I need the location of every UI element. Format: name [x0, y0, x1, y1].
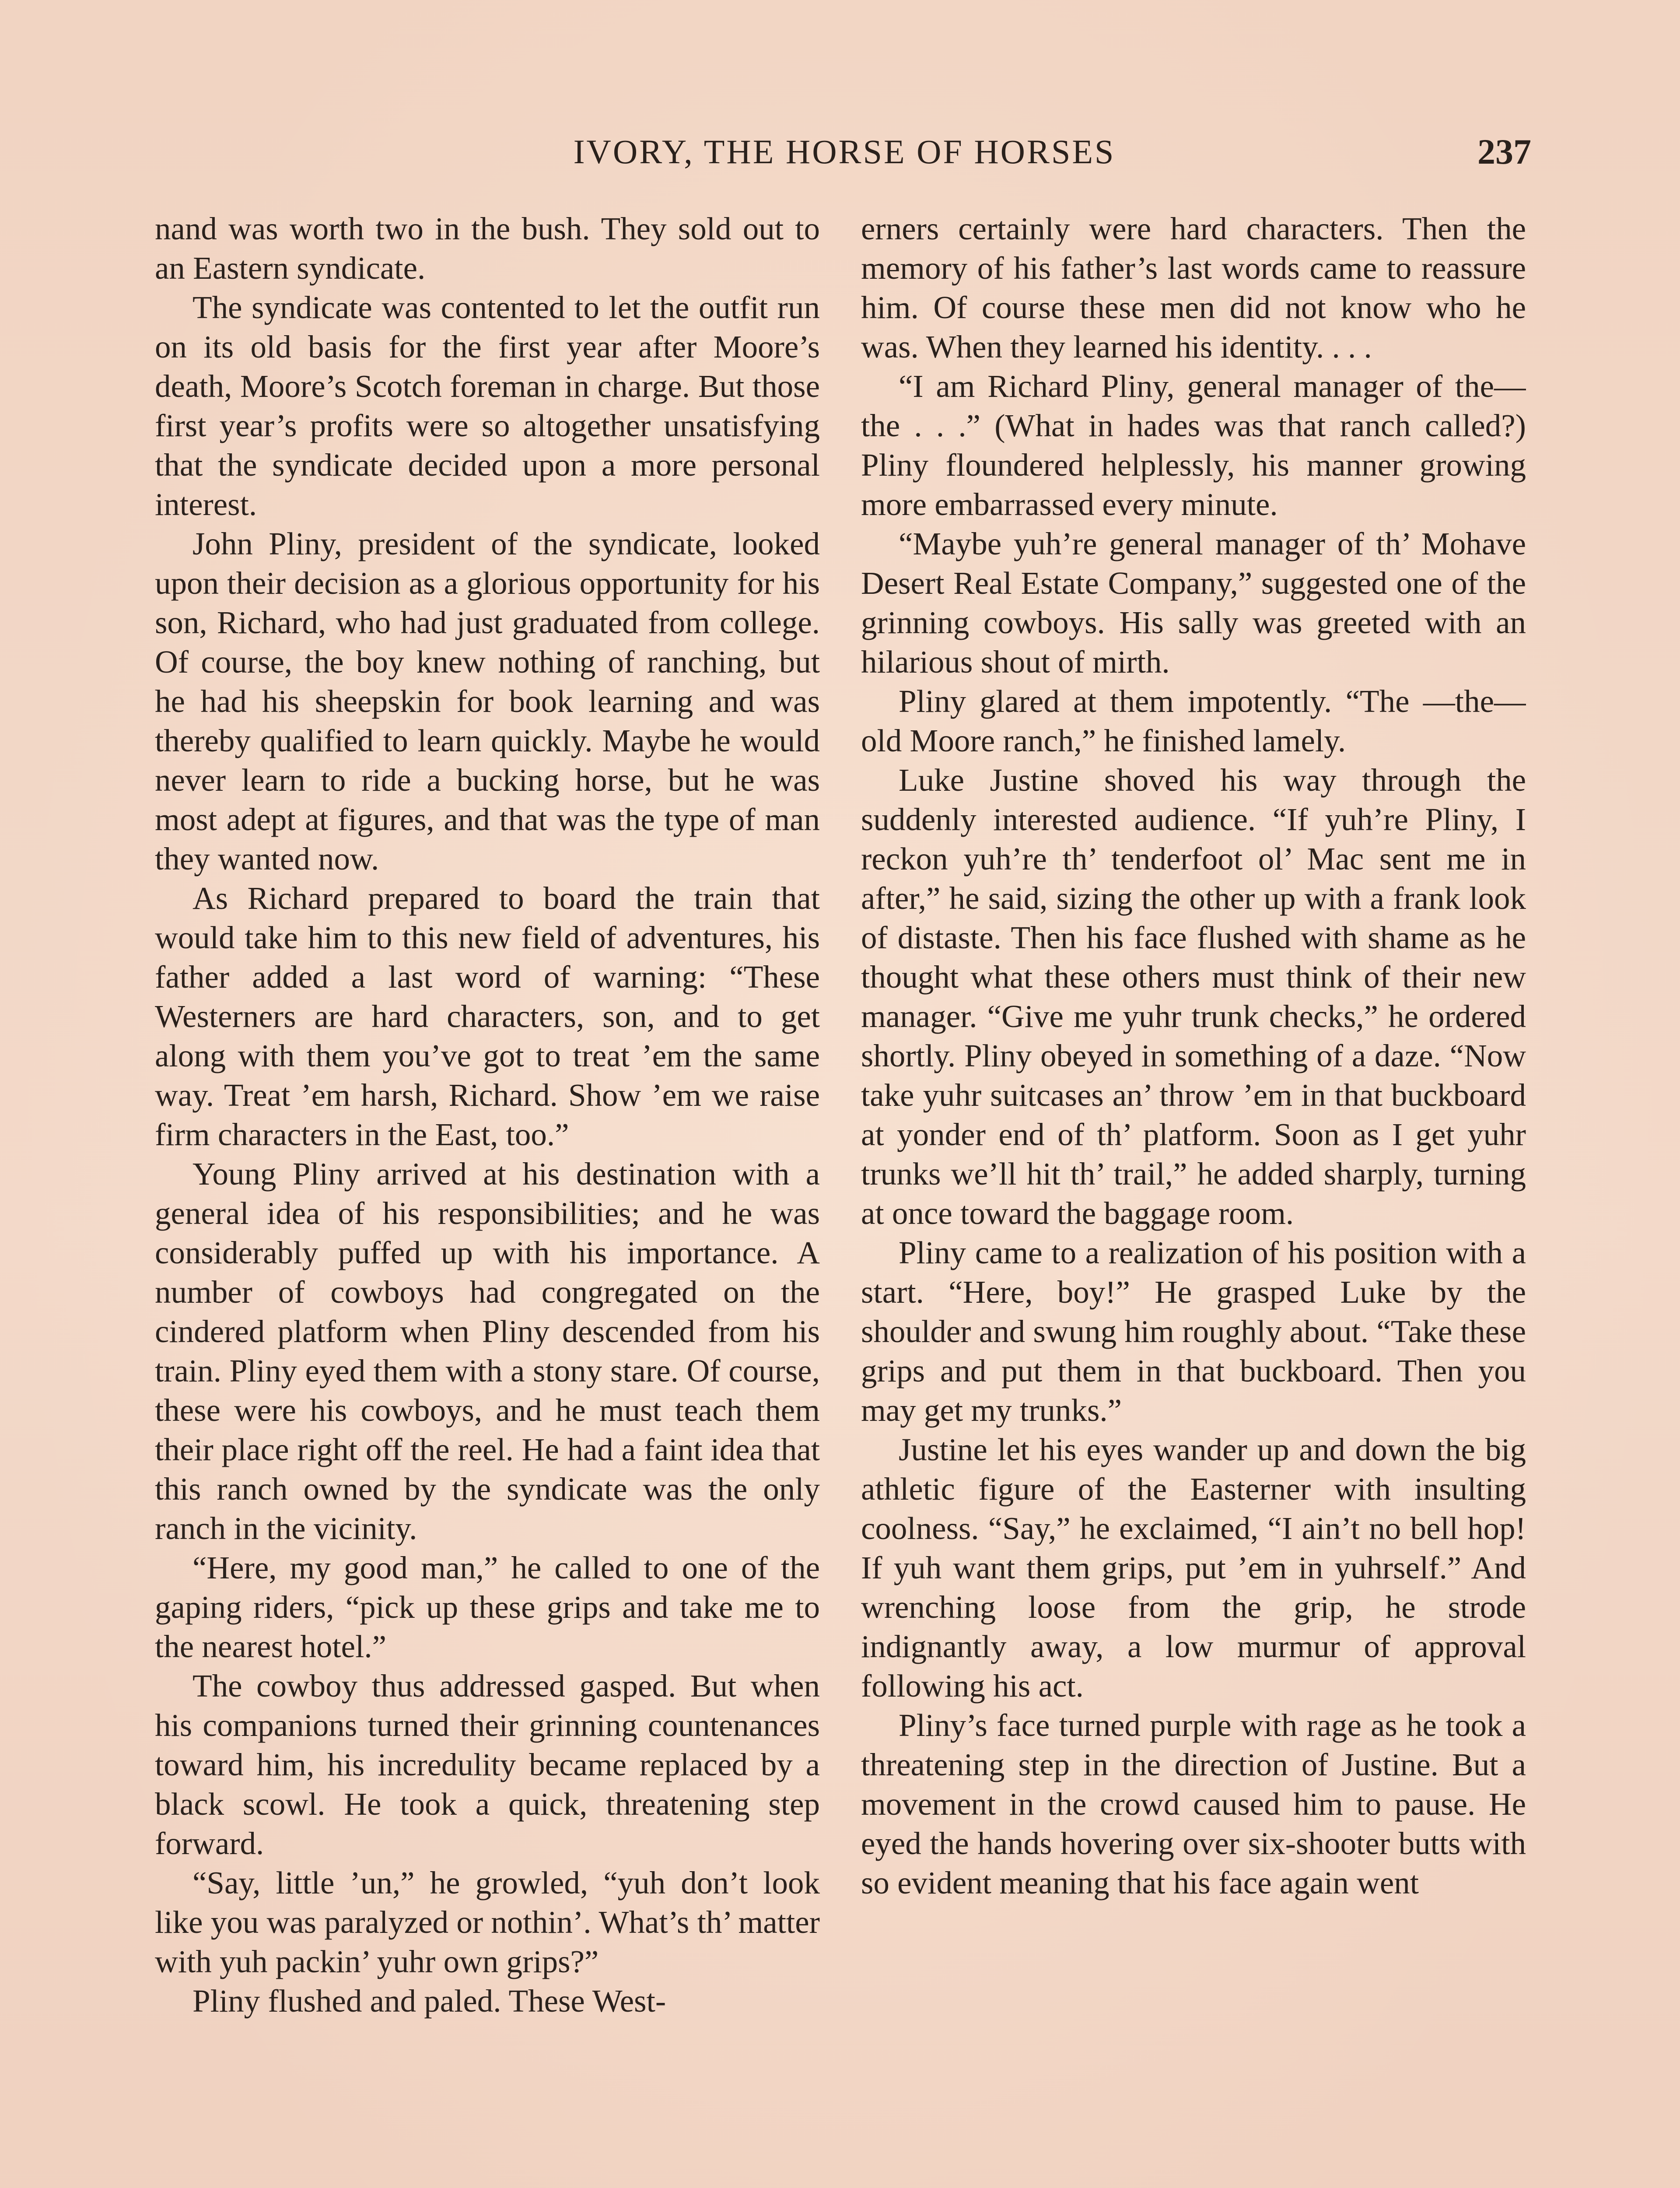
right-column	[861, 209, 1526, 2188]
paragraph: The cowboy thus addressed gasped. But when his companions turned their grinning countenances toward him, his incredulity became replaced by a black scowl. He took a quick, threatening step forward.	[155, 1668, 820, 1861]
paragraph: “Say, little ’un,” he growled, “yuh don’t look like you was paralyzed or nothin’. What’s th’ matter with yuh packin’ yuhr own grips?”	[155, 1865, 820, 1979]
paragraph: Pliny glared at them impotently. “The —the—old Moore ranch,” he finished lamely.	[861, 684, 1526, 758]
left-column	[155, 209, 820, 2188]
paragraph: “I am Richard Pliny, general manager of the—the . . .” (What in hades was that ranch called?) Pliny floundered helplessly, his manner growing more embarrassed every minute.	[861, 368, 1526, 522]
paragraph: Pliny came to a realization of his position with a start. “Here, boy!” He grasped Luke by the shoulder and swung him roughly about. “Take these grips and put them in that buckboard. Then you may get my trunks.”	[861, 1235, 1526, 1428]
page-number: 237	[1477, 132, 1531, 172]
paragraph: erners certainly were hard characters. Then the memory of his father’s last words came to reassure him. Of course these men did not know who he was. When they learned his identity. . . .	[861, 211, 1526, 365]
running-title: IVORY, THE HORSE OF HORSES	[573, 133, 1116, 171]
running-head	[158, 128, 1531, 176]
paragraph: Pliny’s face turned purple with rage as he took a threatening step in the direction of Justine. But a movement in the crowd caused him to pause. He eyed the hands hovering over six-shooter butts with so evident meaning that his face again went	[861, 1708, 1526, 1900]
paragraph: Justine let his eyes wander up and down the big athletic figure of the Easterner with insulting coolness. “Say,” he exclaimed, “I ain’t no bell hop! If yuh want them grips, put ’em in yuhrself.” And wrenching loose from the grip, he strode indignantly away, a low murmur of approval following his act.	[861, 1432, 1526, 1704]
paragraph: Luke Justine shoved his way through the suddenly interested audience. “If yuh’re Pliny, I reckon yuh’re th’ tenderfoot ol’ Mac sent me in after,” he said, sizing the other up with a frank look of distaste. Then his face flushed with shame as he thought what these others must think of their new manager. “Give me yuhr trunk checks,” he ordered shortly. Pliny obeyed in something of a daze. “Now take yuhr suitcases an’ throw ’em in that buckboard at yonder end of th’ platform. Soon as I get yuhr trunks we’ll hit th’ trail,” he added sharply, turning at once toward the baggage room.	[861, 762, 1526, 1231]
paragraph: The syndicate was contented to let the outfit run on its old basis for the first year after Moore’s death, Moore’s Scotch foreman in charge. But those first year’s profits were so altogether unsatisfying that the syndicate decided upon a more personal interest.	[155, 290, 820, 522]
paragraph: “Maybe yuh’re general manager of th’ Mohave Desert Real Estate Company,” suggested one of the grinning cowboys. His sally was greeted with an hilarious shout of mirth.	[861, 526, 1526, 680]
paragraph: Pliny flushed and paled. These West-	[192, 1983, 666, 2019]
paragraph: “Here, my good man,” he called to one of the gaping riders, “pick up these grips and take me to the nearest hotel.”	[155, 1550, 820, 1664]
paragraph: John Pliny, president of the syndicate, looked upon their decision as a glorious opportunity for his son, Richard, who had just graduated from college. Of course, the boy knew nothing of ranching, but he had his sheepskin for book learning and was thereby qualified to learn quickly. Maybe he would never learn to ride a bucking horse, but he was most adept at figures, and that was the type of man they wanted now.	[155, 526, 820, 877]
paragraph: As Richard prepared to board the train that would take him to this new field of adventures, his father added a last word of warning: “These Westerners are hard characters, son, and to get along with them you’ve got to treat ’em the same way. Treat ’em harsh, Richard. Show ’em we raise firm characters in the East, too.”	[155, 880, 820, 1152]
paragraph: Young Pliny arrived at his destination with a general idea of his responsibilities; and he was considerably puffed up with his importance. A number of cowboys had congregated on the cindered platform when Pliny descended from his train. Pliny eyed them with a stony stare. Of course, these were his cowboys, and he must teach them their place right off the reel. He had a faint idea that this ranch owned by the syndicate was the only ranch in the vicinity.	[155, 1156, 820, 1546]
paragraph: nand was worth two in the bush. They sold out to an Eastern syndicate.	[155, 211, 820, 286]
